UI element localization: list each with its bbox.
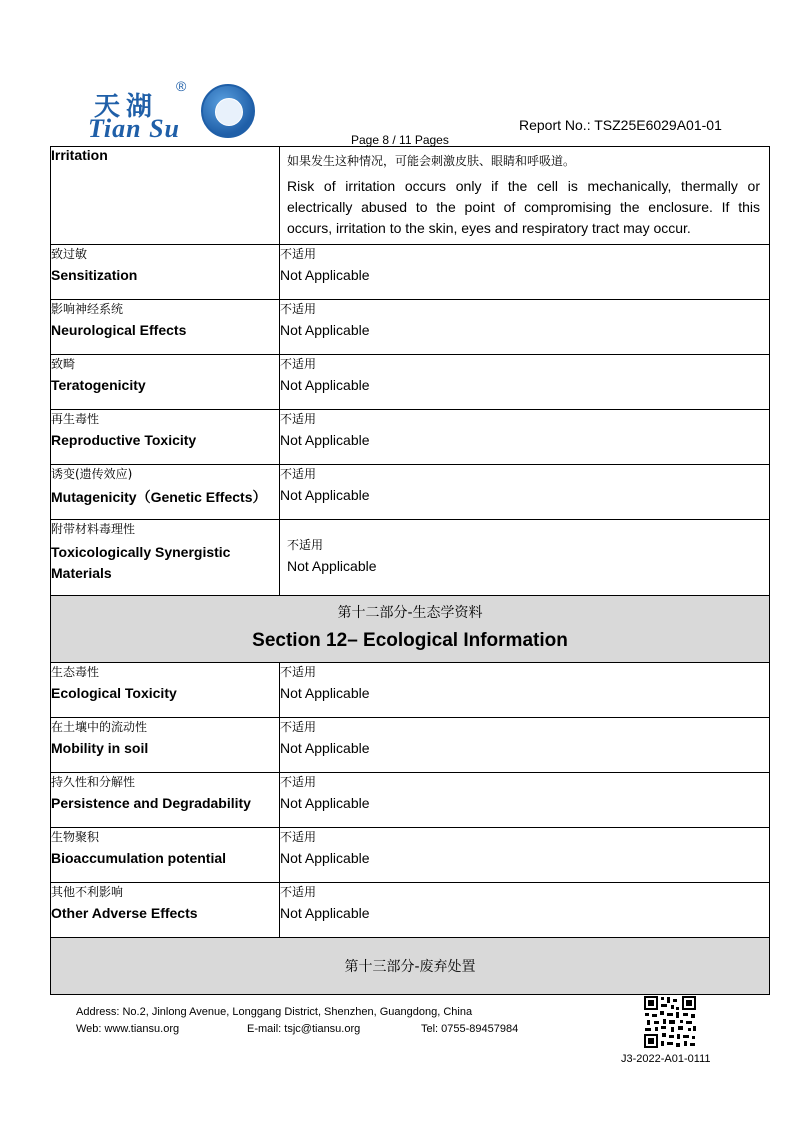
row-label-en: Toxicologically Synergistic Materials	[51, 544, 231, 581]
row-value-cn: 不适用	[280, 830, 317, 844]
msds-table	[50, 146, 770, 995]
section-title-cn: 第十三部分-废弃处置	[344, 959, 476, 975]
row-label-cn: 再生毒性	[51, 412, 100, 426]
logo-chinese-text: 天湖	[94, 92, 159, 122]
company-logo	[86, 78, 261, 142]
row-value-cn: 不适用	[280, 720, 317, 734]
qr-code-icon	[643, 995, 697, 1049]
document-code: J3-2022-A01-0111	[621, 1053, 711, 1065]
row-label-en: Bioaccumulation potential	[51, 850, 227, 866]
table-row	[51, 520, 770, 596]
row-label-cn: 持久性和分解性	[51, 775, 136, 789]
row-value-en: Not Applicable	[280, 322, 370, 338]
row-label-cn: 影响神经系统	[51, 302, 124, 316]
section-title-en: Section 12– Ecological Information	[252, 630, 568, 651]
row-label-cn: 在土壤中的流动性	[51, 720, 148, 734]
row-value-en: Not Applicable	[280, 432, 370, 448]
row-label-en: Other Adverse Effects	[51, 905, 198, 921]
table-row	[51, 773, 770, 828]
row-label-en: Persistence and Degradability	[51, 795, 251, 811]
table-row	[51, 355, 770, 410]
row-value-en: Not Applicable	[287, 558, 377, 574]
section-12-header	[51, 596, 770, 663]
footer-tel: Tel: 0755-89457984	[421, 1023, 519, 1035]
section-title-cn: 第十二部分-生态学资料	[337, 605, 483, 621]
table-row	[51, 828, 770, 883]
row-label-cn: 致畸	[51, 357, 76, 371]
row-label-en: Mutagenicity（Genetic Effects）	[51, 489, 267, 505]
row-value-en: Not Applicable	[280, 267, 370, 283]
row-value-en: Not Applicable	[280, 905, 370, 921]
table-row	[51, 465, 770, 520]
section-13-header	[51, 938, 770, 995]
row-label-en: Mobility in soil	[51, 740, 149, 756]
row-label-en: Neurological Effects	[51, 322, 187, 338]
row-value-en: Not Applicable	[280, 795, 370, 811]
row-value-cn: 不适用	[280, 775, 317, 789]
row-label-en: Irritation	[51, 147, 108, 163]
table-row	[51, 300, 770, 355]
row-value-cn: 不适用	[280, 665, 317, 679]
row-label-en: Teratogenicity	[51, 377, 146, 393]
table-row	[51, 147, 770, 245]
row-value-cn: 不适用	[280, 302, 317, 316]
row-label-cn: 致过敏	[51, 247, 88, 261]
row-label-cn: 其他不利影响	[51, 885, 124, 899]
page-number: Page 8 / 11 Pages	[351, 133, 449, 147]
row-value-en: Not Applicable	[280, 740, 370, 756]
footer-web: Web: www.tiansu.org	[76, 1023, 180, 1035]
logo-english-text: Tian Su	[88, 114, 181, 143]
row-value-cn: 如果发生这种情况，可能会刺激皮肤、眼睛和呼吸道。	[287, 154, 576, 168]
table-row	[51, 410, 770, 465]
table-row	[51, 718, 770, 773]
row-value-en: Not Applicable	[280, 487, 370, 503]
footer-address: Address: No.2, Jinlong Avenue, Longgang District, Shenzhen, Guangdong, China	[76, 1006, 473, 1018]
row-label-cn: 附带材料毒理性	[51, 522, 136, 536]
row-label-cn: 生物聚积	[51, 830, 100, 844]
row-value-en: Not Applicable	[280, 850, 370, 866]
row-value-cn: 不适用	[287, 538, 324, 552]
footer-email: E-mail: tsjc@tiansu.org	[247, 1023, 361, 1035]
table-row	[51, 663, 770, 718]
row-value-en: Not Applicable	[280, 377, 370, 393]
row-value-cn: 不适用	[280, 412, 317, 426]
row-value-cn: 不适用	[280, 885, 317, 899]
table-row	[51, 245, 770, 300]
row-value-en: Risk of irritation occurs only if the cell is mechanically, thermally or electrically abused to the point of compromising the enclosure. If this occurs, irritation to the skin, eyes and respiratory tract may occur.	[287, 178, 760, 236]
row-label-en: Sensitization	[51, 267, 138, 283]
row-value-en: Not Applicable	[280, 685, 370, 701]
logo-seal-icon	[201, 84, 255, 138]
table-row	[51, 883, 770, 938]
row-value-cn: 不适用	[280, 467, 317, 481]
row-value-cn: 不适用	[280, 247, 317, 261]
row-label-cn: 生态毒性	[51, 665, 100, 679]
row-label-en: Reproductive Toxicity	[51, 432, 197, 448]
row-value-cn: 不适用	[280, 357, 317, 371]
registered-mark: ®	[176, 78, 187, 94]
row-label-cn: 诱变(遗传效应)	[51, 467, 133, 481]
row-label-en: Ecological Toxicity	[51, 685, 177, 701]
report-number: Report No.: TSZ25E6029A01-01	[519, 117, 722, 133]
